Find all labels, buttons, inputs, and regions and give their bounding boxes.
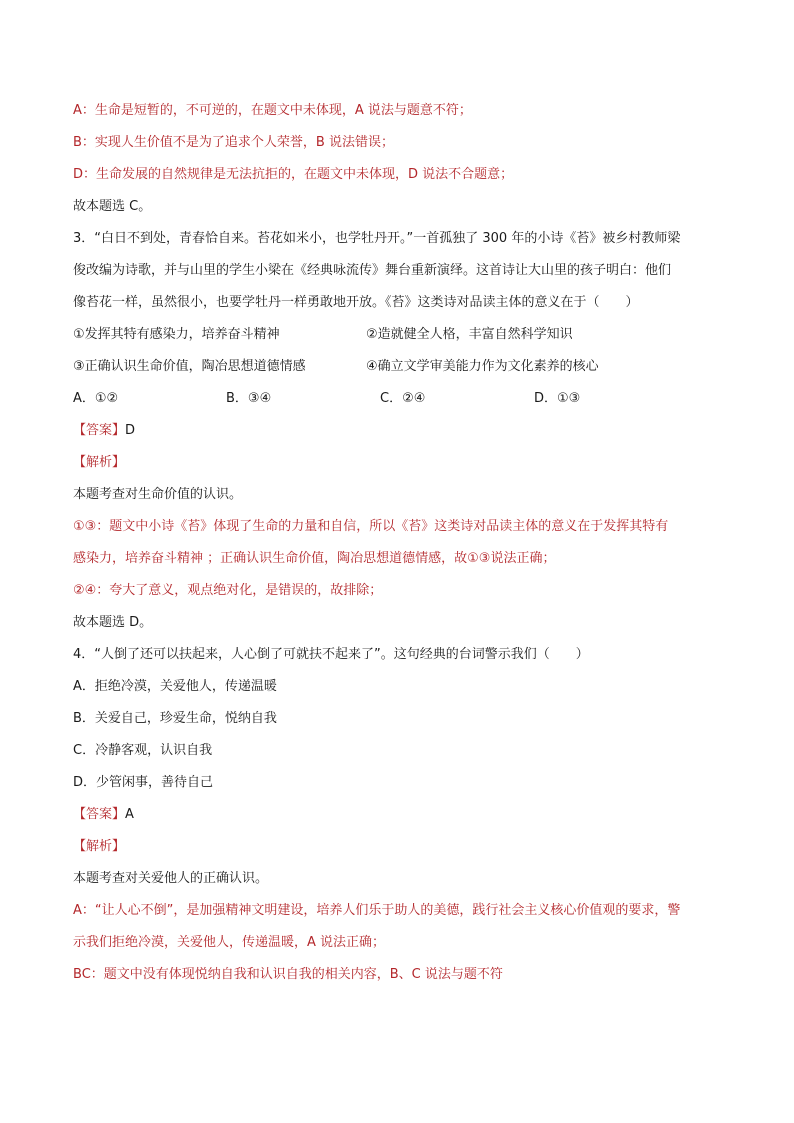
- q4-answer-tag: 【答案】: [73, 807, 126, 822]
- q4-analysis-tag: 【解析】: [73, 839, 126, 854]
- q3-answer-tag: 【答案】: [73, 423, 126, 438]
- q4-analysis-intro: 本题考查对关爱他人的正确认识。: [73, 871, 269, 886]
- q3-answer: [73, 422, 135, 440]
- q3-analysis-13-line-2: 感染力，培养奋斗精神 ；正确认识生命价值，陶冶思想道德情感，故①③说法正确；: [73, 551, 556, 566]
- q3-option-a: A．①②: [73, 391, 119, 406]
- q3-item-1: ①发挥其特有感染力，培养奋斗精神: [73, 327, 280, 342]
- q4-answer-value: A: [125, 807, 134, 822]
- q3-analysis-13-line-1: ①③：题文中小诗《苔》体现了生命的力量和自信，所以《苔》这类诗对品读主体的意义在于发挥其特有: [73, 519, 669, 534]
- q3-analysis-intro: 本题考查对生命价值的认识。: [73, 487, 243, 502]
- q3-analysis-tag: 【解析】: [73, 455, 126, 470]
- q2-analysis-b: B：实现人生价值不是为了追求个人荣誉，B 说法错误；: [73, 135, 394, 150]
- q3-answer-value: D: [125, 423, 136, 438]
- q3-option-d: D．①③: [534, 391, 581, 406]
- q4-option-a: A．拒绝冷漠，关爱他人，传递温暖: [73, 679, 277, 694]
- q2-conclusion: 故本题选 C。: [73, 199, 152, 214]
- q3-conclusion: 故本题选 D。: [73, 615, 153, 630]
- q4-stem: 4．“人倒了还可以扶起来，人心倒了可就扶不起来了”。这句经典的台词警示我们（ ）: [73, 647, 589, 662]
- q2-analysis-d: D：生命发展的自然规律是无法抗拒的，在题文中未体现，D 说法不合题意；: [73, 167, 514, 182]
- q3-item-4: ④确立文学审美能力作为文化素养的核心: [366, 359, 599, 374]
- q4-option-c: C．冷静客观，认识自我: [73, 743, 213, 758]
- q4-option-b: B．关爱自己，珍爱生命，悦纳自我: [73, 711, 277, 726]
- q4-analysis-bc: BC：题文中没有体现悦纳自我和认识自我的相关内容，B、C 说法与题不符: [73, 967, 503, 982]
- q3-item-3: ③正确认识生命价值，陶冶思想道德情感: [73, 359, 306, 374]
- q3-analysis-24: ②④：夸大了意义，观点绝对化，是错误的，故排除；: [73, 583, 383, 598]
- q2-analysis-a: A：生命是短暂的，不可逆的，在题文中未体现，A 说法与题意不符；: [73, 103, 472, 118]
- q4-analysis-a-line-2: 示我们拒绝冷漠，关爱他人，传递温暖，A 说法正确；: [73, 935, 386, 950]
- q3-option-c: C．②④: [380, 391, 426, 406]
- q4-answer: [73, 806, 134, 824]
- q3-stem-line-3: 像苔花一样，虽然很小，也要学牡丹一样勇敢地开放。《苔》这类诗对品读主体的意义在于（ ）: [73, 295, 639, 310]
- q4-option-d: D．少管闲事，善待自己: [73, 775, 214, 790]
- q3-stem-line-2: 俊改编为诗歌，并与山里的学生小梁在《经典咏流传》舞台重新演绎。这首诗让大山里的孩子明白：他们: [73, 263, 672, 278]
- q3-option-b: B．③④: [226, 391, 272, 406]
- q4-analysis-a-line-1: A：“让人心不倒”，是加强精神文明建设，培养人们乐于助人的美德，践行社会主义核心价值观的要求，警: [73, 903, 681, 918]
- q3-stem-line-1: 3．“白日不到处，青春恰自来。苔花如米小，也学牡丹开。”一首孤独了 300 年的小诗《苔》被乡村教师梁: [73, 231, 681, 246]
- q3-item-2: ②造就健全人格，丰富自然科学知识: [366, 327, 573, 342]
